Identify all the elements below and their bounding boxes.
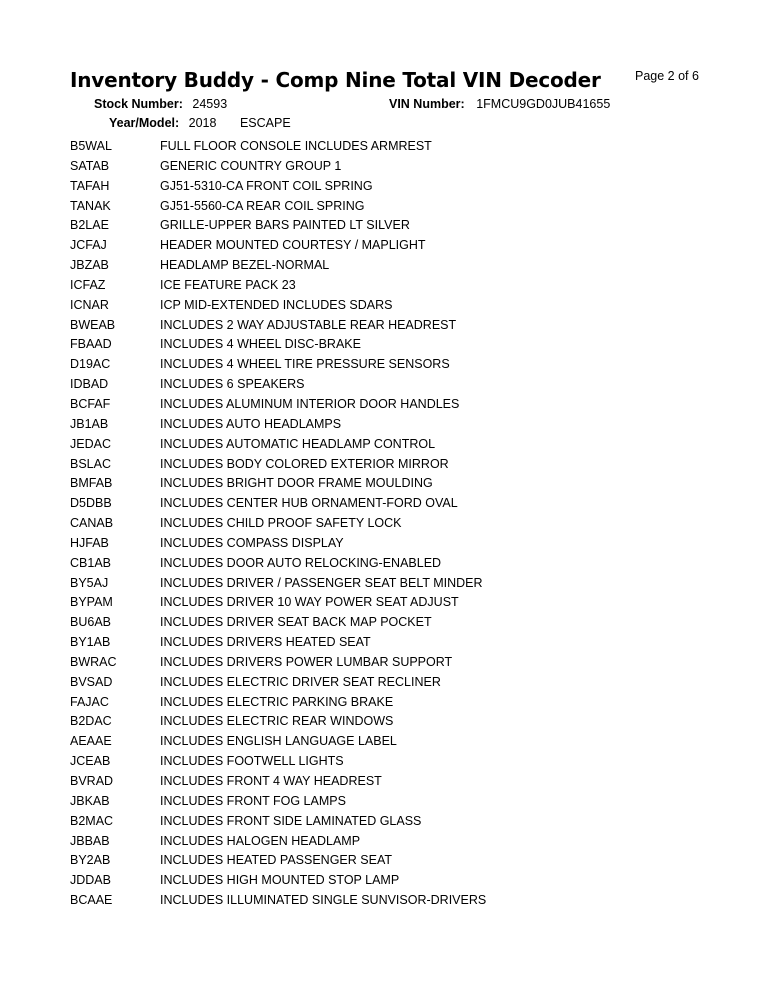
list-item bbox=[70, 316, 730, 336]
option-code: BSLAC bbox=[70, 456, 111, 471]
list-item bbox=[70, 494, 730, 514]
stock-number-field bbox=[94, 97, 227, 111]
vin-number-field bbox=[389, 97, 610, 111]
list-item bbox=[70, 435, 730, 455]
option-code: JB1AB bbox=[70, 416, 109, 431]
list-item bbox=[70, 693, 730, 713]
option-code: TAFAH bbox=[70, 178, 110, 193]
option-code: BY1AB bbox=[70, 635, 111, 650]
option-code: IDBAD bbox=[70, 377, 109, 392]
list-item bbox=[70, 375, 730, 395]
option-description: INCLUDES ENGLISH LANGUAGE LABEL bbox=[160, 734, 397, 749]
option-description: INCLUDES CHILD PROOF SAFETY LOCK bbox=[160, 516, 402, 531]
option-code: BU6AB bbox=[70, 615, 111, 630]
list-item bbox=[70, 712, 730, 732]
option-code: AEAAE bbox=[70, 734, 112, 749]
option-description: INCLUDES AUTOMATIC HEADLAMP CONTROL bbox=[160, 436, 436, 451]
list-item bbox=[70, 772, 730, 792]
list-item bbox=[70, 177, 730, 197]
list-item bbox=[70, 792, 730, 812]
option-description: GENERIC COUNTRY GROUP 1 bbox=[160, 158, 342, 173]
list-item bbox=[70, 157, 730, 177]
option-code: BVSAD bbox=[70, 674, 113, 689]
vin-number-label: VIN Number: bbox=[389, 97, 465, 111]
option-description: INCLUDES CENTER HUB ORNAMENT-FORD OVAL bbox=[160, 496, 458, 511]
option-description: INCLUDES ILLUMINATED SINGLE SUNVISOR-DRIVERS bbox=[160, 893, 487, 908]
option-code: SATAB bbox=[70, 158, 110, 173]
option-description: ICE FEATURE PACK 23 bbox=[160, 277, 296, 292]
option-code: JCFAJ bbox=[70, 238, 107, 253]
list-item bbox=[70, 534, 730, 554]
list-item bbox=[70, 256, 730, 276]
list-item bbox=[70, 415, 730, 435]
list-item bbox=[70, 355, 730, 375]
option-code: FAJAC bbox=[70, 694, 109, 709]
option-description: INCLUDES FOOTWELL LIGHTS bbox=[160, 754, 344, 769]
option-code: BMFAB bbox=[70, 476, 113, 491]
option-description: INCLUDES ELECTRIC PARKING BRAKE bbox=[160, 694, 394, 709]
option-code: BVRAD bbox=[70, 774, 114, 788]
option-code: ICFAZ bbox=[70, 277, 106, 292]
option-code: ICNAR bbox=[70, 297, 109, 312]
option-description: GJ51-5560-CA REAR COIL SPRING bbox=[160, 198, 365, 213]
option-description: INCLUDES AUTO HEADLAMPS bbox=[160, 416, 342, 431]
option-code: BYPAM bbox=[70, 595, 113, 610]
option-code: JBKAB bbox=[70, 793, 110, 808]
list-item bbox=[70, 891, 730, 911]
option-code: CB1AB bbox=[70, 555, 111, 570]
option-description: INCLUDES DRIVER 10 WAY POWER SEAT ADJUST bbox=[160, 595, 459, 610]
option-code: FBAAD bbox=[70, 337, 112, 352]
option-code: BCAAE bbox=[70, 893, 113, 908]
option-code: JEDAC bbox=[70, 436, 111, 451]
option-description: ICP MID-EXTENDED INCLUDES SDARS bbox=[160, 297, 393, 312]
list-item bbox=[70, 812, 730, 832]
option-description: INCLUDES COMPASS DISPLAY bbox=[160, 535, 344, 550]
list-item bbox=[70, 613, 730, 633]
list-item bbox=[70, 474, 730, 494]
list-item bbox=[70, 236, 730, 256]
vin-number-value: 1FMCU9GD0JUB41655 bbox=[476, 97, 611, 111]
model-value: ESCAPE bbox=[239, 116, 291, 130]
list-item bbox=[70, 851, 730, 871]
option-description: INCLUDES 2 WAY ADJUSTABLE REAR HEADREST bbox=[160, 317, 457, 332]
option-code: JDDAB bbox=[70, 873, 111, 888]
option-description: INCLUDES BODY COLORED EXTERIOR MIRROR bbox=[160, 456, 449, 471]
option-description: INCLUDES ELECTRIC DRIVER SEAT RECLINER bbox=[160, 674, 441, 689]
option-description: INCLUDES DRIVERS POWER LUMBAR SUPPORT bbox=[160, 654, 453, 669]
option-code: D19AC bbox=[70, 357, 111, 372]
list-item bbox=[70, 197, 730, 217]
option-description: GJ51-5310-CA FRONT COIL SPRING bbox=[160, 178, 373, 193]
list-item bbox=[70, 554, 730, 574]
list-item bbox=[70, 752, 730, 772]
option-description: INCLUDES DOOR AUTO RELOCKING-ENABLED bbox=[160, 555, 442, 570]
option-description: HEADLAMP BEZEL-NORMAL bbox=[160, 258, 330, 273]
option-code: BWRAC bbox=[70, 654, 117, 669]
option-code: BCFAF bbox=[70, 396, 111, 411]
option-code: BY5AJ bbox=[70, 575, 109, 590]
list-item bbox=[70, 276, 730, 296]
option-code: B2LAE bbox=[70, 218, 109, 233]
option-code-list bbox=[70, 137, 730, 911]
option-code: TANAK bbox=[70, 198, 111, 213]
option-code: B2MAC bbox=[70, 813, 114, 828]
list-item bbox=[70, 137, 730, 157]
option-description: INCLUDES DRIVER SEAT BACK MAP POCKET bbox=[160, 615, 432, 630]
option-description: INCLUDES 4 WHEEL TIRE PRESSURE SENSORS bbox=[160, 357, 450, 372]
option-code: JBZAB bbox=[70, 258, 109, 273]
option-description: INCLUDES BRIGHT DOOR FRAME MOULDING bbox=[160, 476, 433, 491]
list-item bbox=[70, 395, 730, 415]
option-description: INCLUDES FRONT 4 WAY HEADREST bbox=[160, 774, 382, 788]
option-description: INCLUDES ALUMINUM INTERIOR DOOR HANDLES bbox=[160, 396, 460, 411]
year-model-field bbox=[109, 116, 291, 130]
option-description: INCLUDES FRONT SIDE LAMINATED GLASS bbox=[160, 813, 422, 828]
list-item bbox=[70, 673, 730, 693]
list-item bbox=[70, 514, 730, 534]
list-item bbox=[70, 633, 730, 653]
option-code: BWEAB bbox=[70, 317, 116, 332]
option-description: INCLUDES DRIVERS HEATED SEAT bbox=[160, 635, 371, 650]
option-description: INCLUDES HEATED PASSENGER SEAT bbox=[160, 853, 392, 868]
stock-number-label: Stock Number: bbox=[94, 97, 183, 111]
option-code: BY2AB bbox=[70, 853, 111, 868]
option-code: B2DAC bbox=[70, 714, 112, 729]
option-code: D5DBB bbox=[70, 496, 112, 511]
stock-number-value: 24593 bbox=[192, 97, 228, 111]
list-item bbox=[70, 732, 730, 752]
option-description: INCLUDES ELECTRIC REAR WINDOWS bbox=[160, 714, 394, 729]
option-code: JBBAB bbox=[70, 833, 110, 848]
list-item bbox=[70, 335, 730, 355]
option-description: HEADER MOUNTED COURTESY / MAPLIGHT bbox=[160, 238, 426, 253]
option-description: INCLUDES DRIVER / PASSENGER SEAT BELT MINDER bbox=[160, 575, 483, 590]
option-code: B5WAL bbox=[70, 139, 112, 153]
list-item bbox=[70, 296, 730, 316]
list-item bbox=[70, 832, 730, 852]
option-description: INCLUDES 4 WHEEL DISC-BRAKE bbox=[160, 337, 361, 352]
list-item bbox=[70, 455, 730, 475]
option-code: CANAB bbox=[70, 516, 114, 531]
page-number: Page 2 of 6 bbox=[635, 69, 699, 83]
option-code: HJFAB bbox=[70, 535, 109, 550]
year-value: 2018 bbox=[188, 116, 217, 130]
option-description: GRILLE-UPPER BARS PAINTED LT SILVER bbox=[160, 218, 410, 233]
option-description: INCLUDES HALOGEN HEADLAMP bbox=[160, 833, 361, 848]
list-item bbox=[70, 871, 730, 891]
option-description: INCLUDES HIGH MOUNTED STOP LAMP bbox=[160, 873, 400, 888]
list-item bbox=[70, 216, 730, 236]
list-item bbox=[70, 653, 730, 673]
option-description: FULL FLOOR CONSOLE INCLUDES ARMREST bbox=[160, 139, 432, 153]
option-code: JCEAB bbox=[70, 754, 111, 769]
list-item bbox=[70, 593, 730, 613]
page-title: Inventory Buddy - Comp Nine Total VIN Decoder bbox=[70, 68, 601, 92]
year-model-label: Year/Model: bbox=[109, 116, 180, 130]
option-description: INCLUDES FRONT FOG LAMPS bbox=[160, 793, 346, 808]
list-item bbox=[70, 574, 730, 594]
option-description: INCLUDES 6 SPEAKERS bbox=[160, 377, 305, 392]
